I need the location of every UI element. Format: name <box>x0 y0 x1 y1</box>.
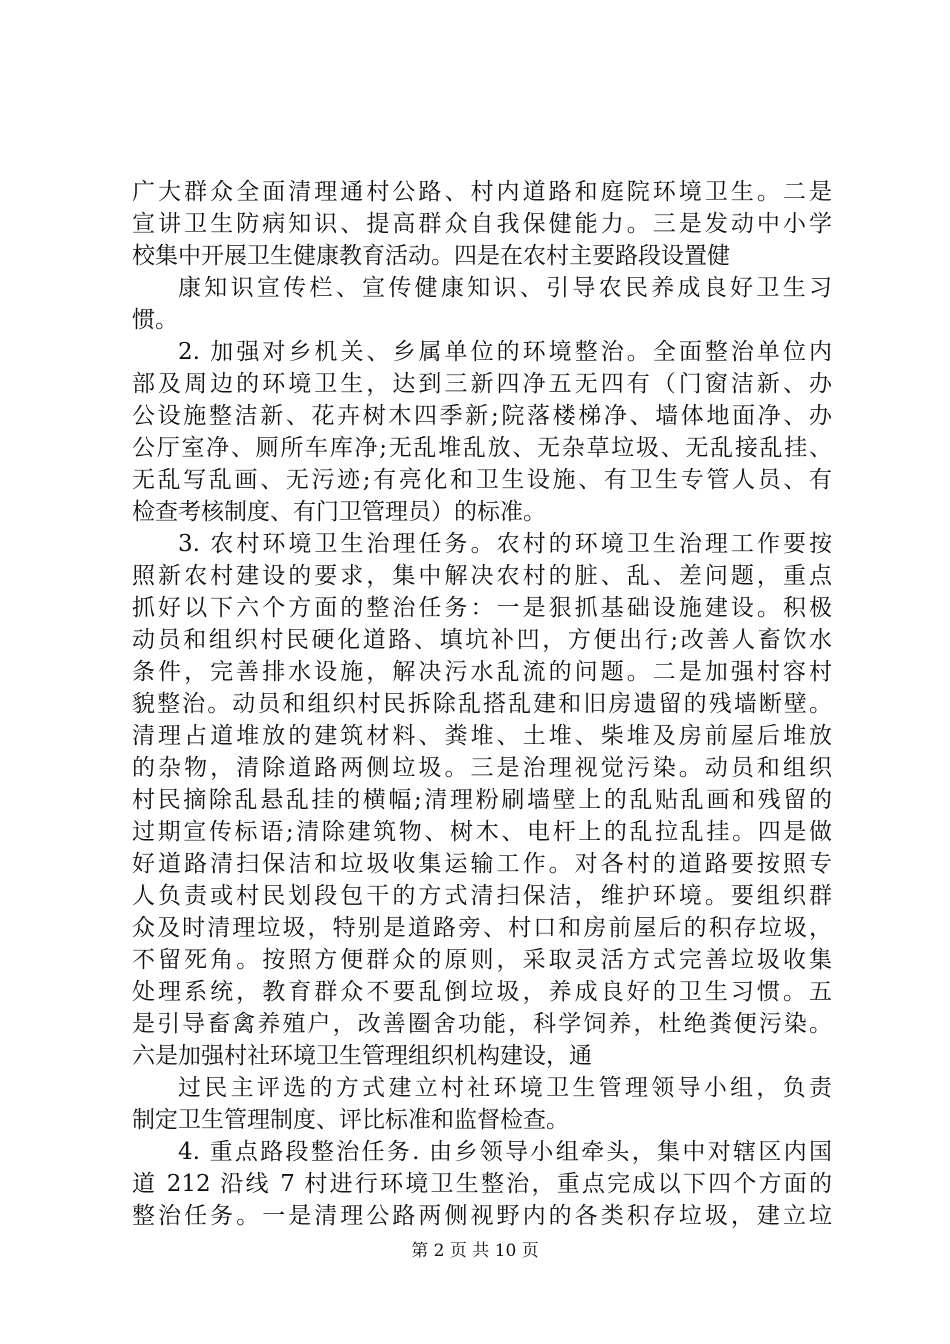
paragraph-line: 康知识宣传栏、宣传健康知识、引导农民养成良好卫生习 <box>178 275 832 301</box>
paragraph-line: 惯。 <box>132 307 178 333</box>
paragraph-line: 4. 重点路段整治任务. 由乡领导小组牵头，集中对辖区内国 <box>178 1139 832 1165</box>
paragraph-line: 整治任务。一是清理公路两侧视野内的各类积存垃圾，建立垃 <box>132 1203 832 1229</box>
paragraph-line: 2. 加强对乡机关、乡属单位的环境整治。全面整治单位内 <box>178 339 832 365</box>
paragraph-line: 公厅室净、厕所车库净;无乱堆乱放、无杂草垃圾、无乱接乱挂、 <box>132 435 832 461</box>
paragraph-line: 人负责或村民划段包干的方式清扫保洁，维护环境。要组织群 <box>132 883 832 909</box>
paragraph-line: 宣讲卫生防病知识、提高群众自我保健能力。三是发动中小学 <box>132 211 832 237</box>
paragraph-line: 的杂物，清除道路两侧垃圾。三是治理视觉污染。动员和组织 <box>132 755 832 781</box>
paragraph-line: 条件，完善排水设施，解决污水乱流的问题。二是加强村容村 <box>132 659 832 685</box>
paragraph-line: 清理占道堆放的建筑材料、粪堆、土堆、柴堆及房前屋后堆放 <box>132 723 832 749</box>
paragraph-line: 好道路清扫保洁和垃圾收集运输工作。对各村的道路要按照专 <box>132 851 832 877</box>
paragraph-line: 部及周边的环境卫生，达到三新四净五无四有（门窗洁新、办 <box>132 371 832 397</box>
paragraph-line: 过期宣传标语;清除建筑物、树木、电杆上的乱拉乱挂。四是做 <box>132 819 832 845</box>
paragraph-line: 3. 农村环境卫生治理任务。农村的环境卫生治理工作要按 <box>178 531 832 557</box>
paragraph-line: 过民主评选的方式建立村社环境卫生管理领导小组，负责 <box>178 1075 832 1101</box>
paragraph-line: 照新农村建设的要求，集中解决农村的脏、乱、差问题，重点 <box>132 563 832 589</box>
paragraph-line: 道 212 沿线 7 村进行环境卫生整治，重点完成以下四个方面的 <box>132 1171 832 1197</box>
page-number-footer: 第 2 页 共 10 页 <box>411 1241 539 1261</box>
paragraph-line: 检查考核制度、有门卫管理员）的标准。 <box>132 499 546 525</box>
paragraph-line: 制定卫生管理制度、评比标准和监督检查。 <box>132 1107 569 1133</box>
paragraph-line: 校集中开展卫生健康教育活动。四是在农村主要路段设置健 <box>132 243 730 269</box>
paragraph-line: 六是加强村社环境卫生管理组织机构建设，通 <box>132 1043 592 1069</box>
paragraph-line: 不留死角。按照方便群众的原则，采取灵活方式完善垃圾收集 <box>132 947 832 973</box>
paragraph-line: 村民摘除乱悬乱挂的横幅;清理粉刷墙壁上的乱贴乱画和残留的 <box>132 787 832 813</box>
paragraph-line: 貌整治。动员和组织村民拆除乱搭乱建和旧房遗留的残墙断壁。 <box>132 691 832 717</box>
paragraph-line: 是引导畜禽养殖户，改善圈舍功能，科学饲养，杜绝粪便污染。 <box>132 1011 832 1037</box>
paragraph-line: 公设施整洁新、花卉树木四季新;院落楼梯净、墙体地面净、办 <box>132 403 832 429</box>
paragraph-line: 无乱写乱画、无污迹;有亮化和卫生设施、有卫生专管人员、有 <box>132 467 832 493</box>
paragraph-line: 处理系统，教育群众不要乱倒垃圾，养成良好的卫生习惯。五 <box>132 979 832 1005</box>
paragraph-line: 广大群众全面清理通村公路、村内道路和庭院环境卫生。二是 <box>132 179 832 205</box>
paragraph-line: 动员和组织村民硬化道路、填坑补凹，方便出行;改善人畜饮水 <box>132 627 832 653</box>
paragraph-line: 众及时清理垃圾，特别是道路旁、村口和房前屋后的积存垃圾， <box>132 915 832 941</box>
paragraph-line: 抓好以下六个方面的整治任务：一是狠抓基础设施建设。积极 <box>132 595 832 621</box>
